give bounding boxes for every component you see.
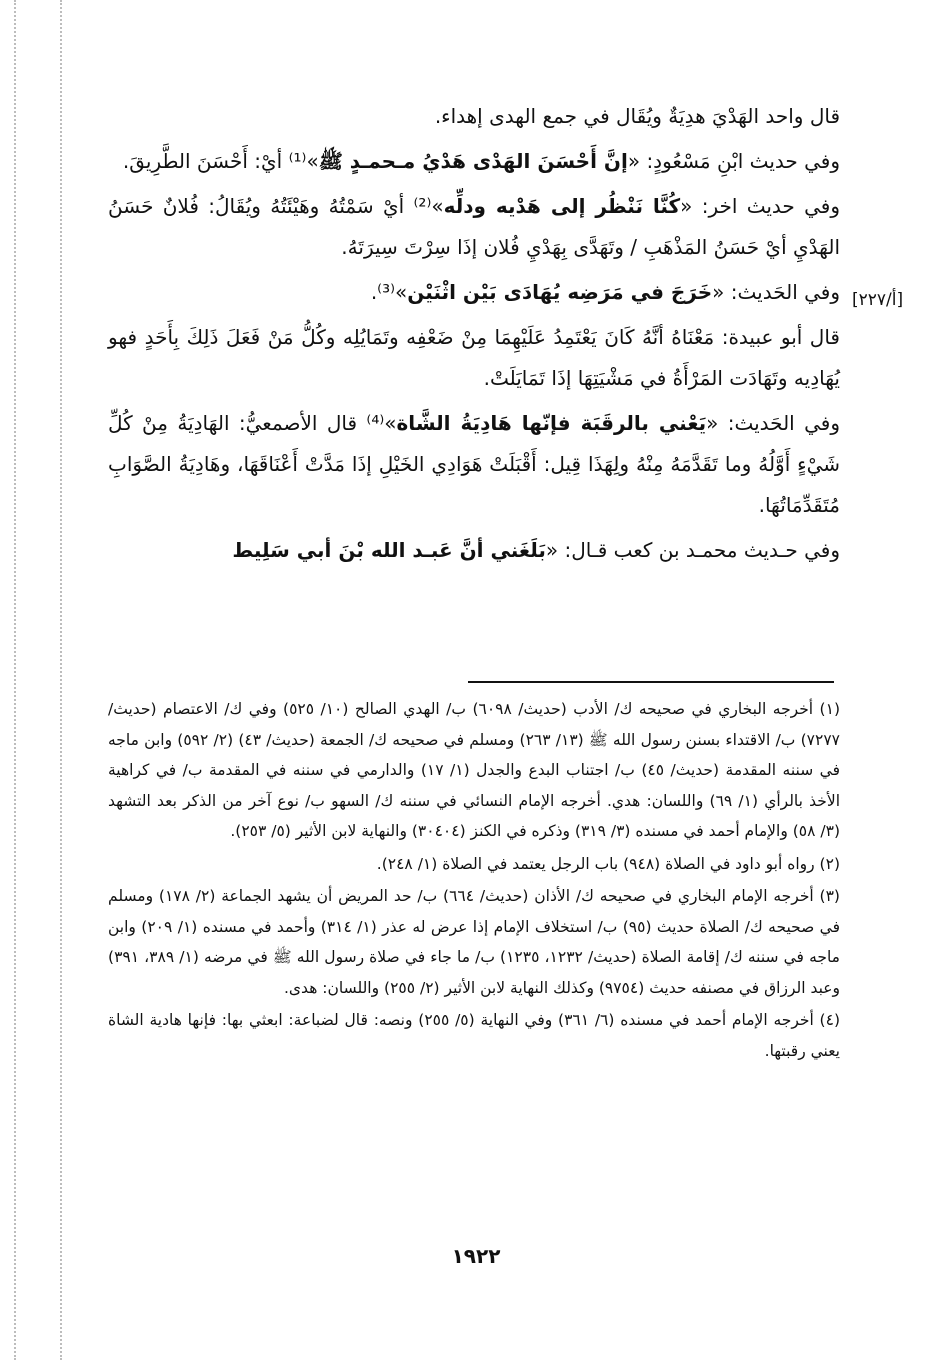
footnote: (١) أخرجه البخاري في صحيحه ك/ الأدب (حديث/ ٦٠٩٨) ب/ الهدي الصالح (١٠/ ٥٢٥) وفي ك/ الاعتصام (حديث/ ٧٢٧٧) ب/ الاقتداء بسنن رسول الله ﷺ (١٣/ ٢٦٣) ومسلم في صحيحه ك/ الجمعة (حديث/ ٤٣) (٢/ ٥٩٢) وابن ماجه في سننه المقدمة (حديث/ ٤٥) ب/ اجتناب البدع والجدل (١/ ١٧) والدارمي في سننه في المقدمة ب/ في كراهية الأخذ بالرأي (١/ ٦٩) واللسان: هدي. أخرجه الإمام النسائي في سننه ك/ السهو ب/ نوع آخر من الذكر بعد التشهد (٣/ ٥٨) والإمام أحمد في مسنده (٣/ ٣١٩) وذكره في الكنز (٣٠٤٠٤) والنهاية لابن الأثير (٥/ ٢٥٣). <box>108 700 841 840</box>
main-text <box>108 96 840 575</box>
paragraph: وفي حديث ابْنِ مَسْعُودٍ: «إنَّ أَحْسَنَ الهَدْى هَدْيُ مـحمـدٍ ﷺ»⁽¹⁾ أيْ: أَحْسَنَ الطَّرِيقَ. <box>122 149 840 173</box>
footnote-separator <box>468 681 834 683</box>
quoted-hadith: خَرَجَ في مَرَضِه يُهَادَى بَيْن اثْنَيْن <box>407 280 713 304</box>
footnote: (٢) رواه أبو داود في الصلاة (٩٤٨) باب الرجل يعتمد في الصلاة (١/ ٢٤٨). <box>376 854 840 873</box>
quoted-hadith: كُنَّا نَنْظُر إلى هَدْيه ودلِّه <box>443 194 681 218</box>
footnote: (٣) أخرجه الإمام البخاري في صحيحه ك/ الأذان (حديث/ ٦٦٤) ب/ حد المريض أن يشهد الجماعة (٢/ ١٧٨) ومسلم في صحيحه ك/ الصلاة حديث (٩٥) ب/ استخلاف الإمام إذا عرض له عذر (١/ ٣١٤) وأحمد في مسنده (١/ ٢٠٩) وابن ماجه في سننه ك/ إقامة الصلاة (حديث/ ١٢٣٢، ١٢٣٥) ب/ ما جاء في صلاة رسول الله ﷺ في مرضه (١/ ٣٨٩، ٣٩١) وعبد الرزاق في مصنفه حديث (٩٧٥٤) وكذلك النهاية لابن الأثير (٢/ ٢٥٥) واللسان: هدى. <box>108 887 841 997</box>
paragraph: وفي الحَديث: «يَعْني بالرقَبَة فإنّها هَادِيَةُ الشَّاة»⁽⁴⁾ قال الأصمعيُّ: الهَادِيَةُ مِنْ كُلِّ شَيْءٍ أَوَّلُهُ وما تَقَدَّمَهُ مِنْهُ ولِهَذَا قِيل: أَقْبَلَتْ هَوَادِي الخَيْلِ إذَا مَدَّتْ أَعْنَاقَهَا، وهَادِيَةُ الصَّوَابِ مُتَقَدِّمَاتُهَا. <box>108 411 841 517</box>
paragraph: قال واحد الهَدْيَ هدِيَةٌ ويُقَال في جمع الهدى إهداء. <box>434 104 840 128</box>
quoted-hadith: إنَّ أَحْسَنَ الهَدْى هَدْيُ مـحمـدٍ ﷺ <box>318 149 628 173</box>
footnote: (٤) أخرجه الإمام أحمد في مسنده (٦/ ٣٦١) وفي النهاية (٥/ ٢٥٥) ونصه: قال لضباعة: ابعثي بها: فإنها هادية الشاة يعني رقبتها. <box>108 1011 840 1060</box>
paragraph: قال أبو عبيدة: مَعْنَاهُ أنَّهُ كَانَ يَعْتَمِدُ عَلَيْهِمَا مِنْ ضَعْفِه وتَمَايُلِه وكُلُّ مَنْ فَعَلَ ذَلِكَ بِأَحَدٍ فهو يُهَادِيه وتَهَادَت المَرْأَةُ في مَشْيَتِهَا إذَا تَمَايَلَتْ. <box>108 325 840 390</box>
paragraph: وفي الحَديث: «خَرَجَ في مَرَضِه يُهَادَى بَيْن اثْنَيْن»⁽³⁾. <box>370 280 840 304</box>
binding-guide-line <box>14 0 16 1360</box>
binding-guide-line <box>60 0 62 1360</box>
paragraph: وفي حديث اخر: «كُنَّا نَنْظُر إلى هَدْيه ودلِّه»⁽²⁾ أيْ سَمْتُهُ وهَيْئَتُهُ ويُقَالُ: فُلانٌ حَسَنُ الهَدْيِ أيْ حَسَنُ المَذْهَبِ / وتَهَدَّى بِهَدْيِ فُلان إذَا سِرْتَ سِيرَتَهُ. <box>108 194 840 259</box>
footnotes <box>108 694 840 1068</box>
quoted-hadith: بَلَغَني أنَّ عَبـد الله بْنَ أبي سَلِيط <box>232 538 546 562</box>
margin-manuscript-reference: [۲۲۷/أ] <box>852 290 904 310</box>
paragraph: وفي حـديث محمـد بن كعب قـال: «بَلَغَني أنَّ عَبـد الله بْنَ أبي سَلِيط <box>232 538 840 562</box>
page-number: ١٩٢٢ <box>451 1244 501 1268</box>
quoted-hadith: يَعْني بالرقَبَة فإنّها هَادِيَةُ الشَّاة <box>396 411 707 435</box>
